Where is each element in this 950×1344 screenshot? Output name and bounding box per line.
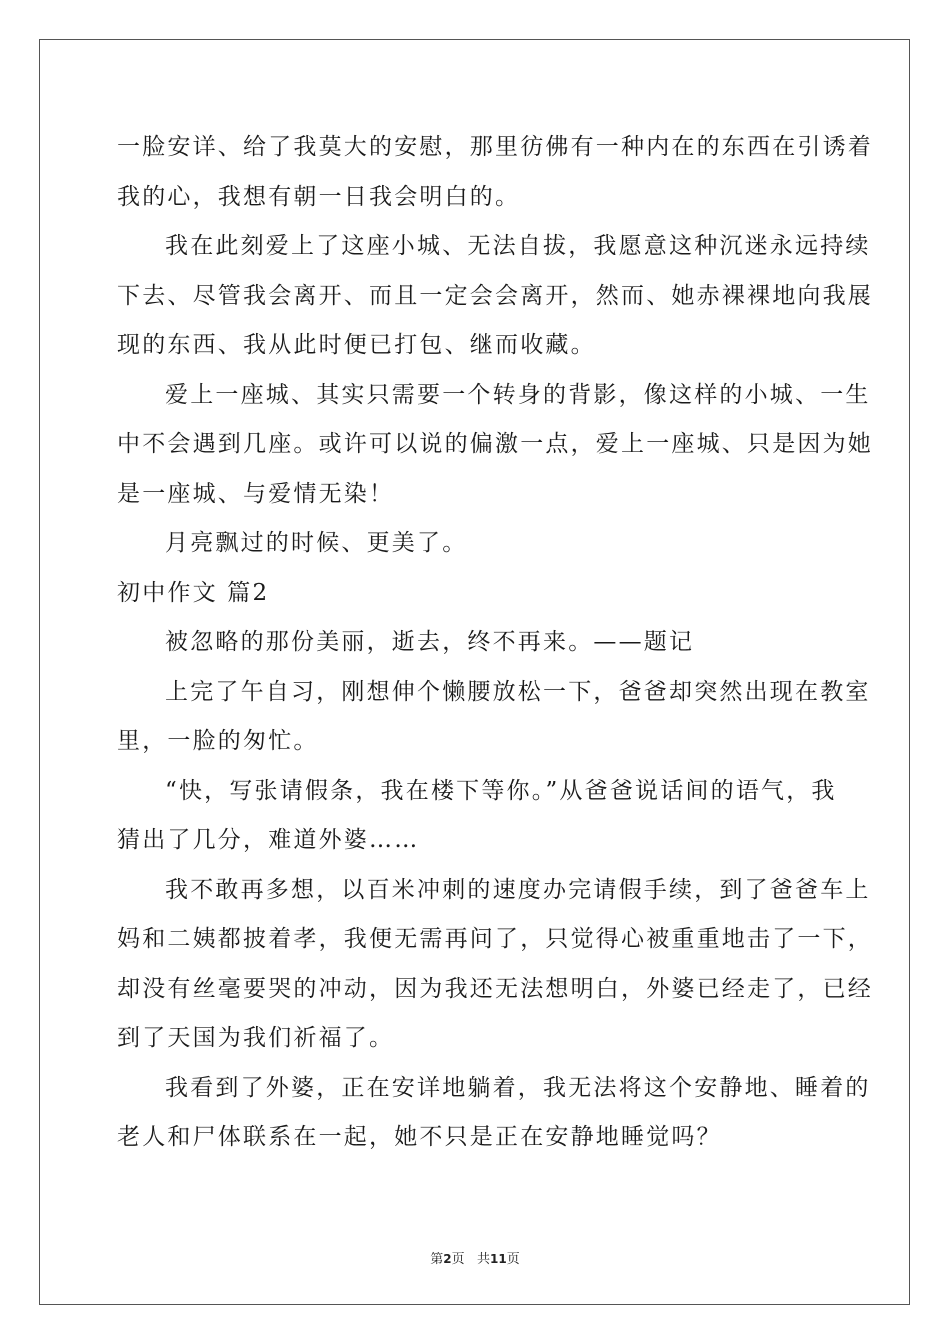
text-line-20: 我看到了外婆，正在安详地躺着，我无法将这个安静地、睡着的 — [165, 1074, 871, 1101]
text-line-14: “快，写张请假条，我在楼下等你。”从爸爸说话间的语气，我 — [165, 777, 837, 804]
total-pages: 11 — [490, 1252, 507, 1266]
page-suffix: 页 — [451, 1252, 465, 1267]
text-line-6: 爱上一座城、其实只需要一个转身的背影，像这样的小城、一生 — [165, 381, 871, 408]
text-line-11: 被忽略的那份美丽，逝去，终不再来。——题记 — [165, 629, 695, 655]
text-line-12: 上完了午自习，刚想伸个懒腰放松一下，爸爸却突然出现在教室 — [165, 678, 871, 705]
text-line-17: 妈和二姨都披着孝，我便无需再问了，只觉得心被重重地击了一下， — [117, 926, 873, 952]
text-line-8: 是一座城、与爱情无染！ — [117, 480, 395, 507]
text-line-1: 一脸安详、给了我莫大的安慰，那里彷佛有一种内在的东西在引诱着 — [117, 134, 873, 160]
text-line-5: 现的东西、我从此时便已打包、继而收藏。 — [117, 332, 596, 358]
text-line-18: 却没有丝毫要哭的冲动，因为我还无法想明白，外婆已经走了，已经 — [117, 975, 873, 1002]
text-line-15: 猜出了几分，难道外婆…… — [117, 827, 420, 853]
text-line-9: 月亮飘过的时候、更美了。 — [165, 530, 468, 556]
page-number: 2 — [443, 1252, 452, 1266]
text-line-7: 中不会遇到几座。或许可以说的偏激一点，爱上一座城、只是因为她 — [117, 431, 873, 457]
text-line-13: 里，一脸的匆忙。 — [117, 728, 319, 754]
text-line-16: 我不敢再多想，以百米冲刺的速度办完请假手续，到了爸爸车上 — [165, 876, 871, 903]
page-prefix: 第 — [430, 1252, 444, 1267]
text-line-3: 我在此刻爱上了这座小城、无法自拔，我愿意这种沉迷永远持续 — [165, 233, 871, 259]
section-heading: 初中作文 篇2 — [117, 579, 270, 606]
text-line-4: 下去、尽管我会离开、而且一定会会离开，然而、她赤裸裸地向我展 — [117, 282, 873, 309]
text-line-19: 到了天国为我们祈福了。 — [117, 1025, 395, 1051]
total-suffix: 页 — [506, 1252, 520, 1267]
page-footer — [0, 1248, 950, 1267]
document-body — [117, 123, 873, 1163]
text-line-2: 我的心，我想有朝一日我会明白的。 — [117, 183, 521, 210]
total-prefix: 共 — [477, 1252, 491, 1267]
text-line-21: 老人和尸体联系在一起，她不只是正在安静地睡觉吗？ — [117, 1124, 722, 1150]
